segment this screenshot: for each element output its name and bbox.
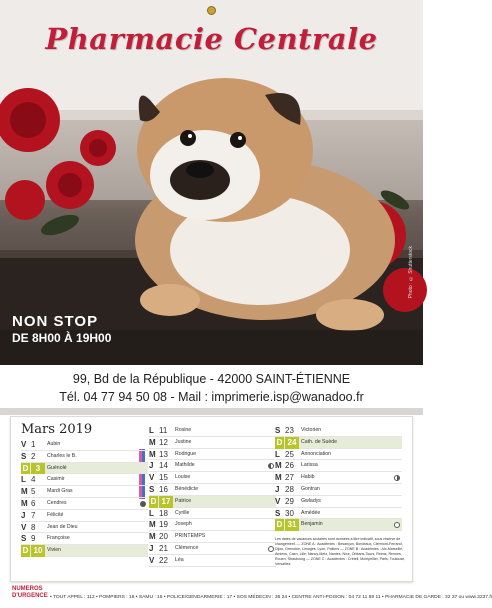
- divider-band: [0, 408, 423, 415]
- day-row: M 12 Justine: [149, 437, 276, 449]
- clock-icon: [394, 522, 400, 528]
- day-row: S 16 Bénédicte: [149, 484, 276, 496]
- logo-line-2: D'URGENCE: [12, 592, 48, 599]
- day-row: V 29 Gwladys: [275, 496, 402, 508]
- emergency-numbers: • TOUT APPEL : 112 • POMPIERS : 18 • SAMU : 15 • POLICE/GENDARMERIE : 17 • SOS MÉDECIN : 36 24 • CENTRE ANTI-POISON : 04 72 11 69 11 • PHARMACIE DE GARDE : 32 37 ou www.3237.fr: [50, 595, 492, 600]
- nonstop-label: NON STOP: [12, 313, 99, 330]
- day-row: V 22 Léa: [149, 555, 276, 567]
- days-column-2: [149, 425, 276, 567]
- moon-phase-icon: [394, 475, 400, 481]
- day-row: J 7 Félicité: [21, 510, 148, 522]
- pharmacy-contact: Tél. 04 77 94 50 08 - Mail : imprimerie.isp@wanadoo.fr: [59, 390, 364, 404]
- calendar-sheet: [10, 416, 413, 582]
- day-row: L 18 Cyrille: [149, 508, 276, 520]
- day-row-sunday: D 10 Vivien: [21, 545, 148, 557]
- day-row: V 8 Jean de Dieu: [21, 522, 148, 534]
- day-row-sunday: D 17 Patrice: [149, 496, 276, 508]
- hours-label: DE 8H00 À 19H00: [12, 331, 112, 345]
- day-row: M 5 Mardi Gras: [21, 486, 148, 498]
- pharmacy-title: Pharmacie Centrale: [45, 22, 378, 56]
- day-row: M 26 Larissa: [275, 460, 402, 472]
- moon-phase-icon: [268, 546, 274, 552]
- day-row: M 27 Habib: [275, 472, 402, 484]
- hanging-hook: [207, 6, 216, 15]
- day-row: J 28 Gontran: [275, 484, 402, 496]
- day-row: S 30 Amédée: [275, 508, 402, 520]
- day-row: S 2 Charles le B.: [21, 451, 148, 463]
- days-column-3: [275, 425, 402, 531]
- days-column-1: [21, 439, 148, 557]
- emergency-logo: [12, 586, 48, 599]
- logo-line-1: NUMEROS: [12, 586, 43, 592]
- school-holidays-note: Les dates de vacances scolaires sont données à titre indicatif, sous réserve de changement. — ZONE A : Académies : Besançon, Bordeaux, Clermont-Ferrand, Dijon, Grenoble, Limoges, Lyon, Poitiers — ZONE B : Académies : Aix-Marseille, Amiens, Caen, Lille, Nancy-Metz, Nantes, Nice, Orléans-Tours, Reims, Rennes, Rouen, Strasbourg — ZONE C : Académies : Créteil, Montpellier, Paris, Toulouse, Versailles: [275, 537, 406, 566]
- day-row: V 1 Aubin: [21, 439, 148, 451]
- day-row: S 23 Victorien: [275, 425, 402, 437]
- moon-phase-icon: [268, 463, 274, 469]
- day-row: M 13 Rodrigue: [149, 449, 276, 461]
- day-row: J 14 Mathilde: [149, 460, 276, 472]
- pharmacy-address: 99, Bd de la République - 42000 SAINT-ÉTIENNE: [72, 372, 351, 386]
- day-row: M 6 Cendres: [21, 498, 148, 510]
- day-row: M 20 PRINTEMPS: [149, 531, 276, 543]
- day-row: M 19 Joseph: [149, 519, 276, 531]
- day-row: S 9 Françoise: [21, 533, 148, 545]
- calendar-month: Mars 2019: [21, 422, 93, 437]
- day-row-sunday: D 3 Guénolé: [21, 463, 148, 475]
- day-row: V 15 Louise: [149, 472, 276, 484]
- photo-credit: Photo : © Shutterstock: [408, 246, 414, 299]
- day-row: L 11 Rosine: [149, 425, 276, 437]
- day-row-sunday: D 24 Cath. de Suède: [275, 437, 402, 449]
- moon-phase-icon: [140, 501, 146, 507]
- opening-hours-badge: [12, 314, 111, 344]
- day-row-sunday: D 31 Benjamin: [275, 519, 402, 531]
- emergency-footer: [0, 586, 492, 608]
- day-row: L 4 Casimir: [21, 474, 148, 486]
- day-row: L 25 Annonciation: [275, 449, 402, 461]
- day-row: J 21 Clémence: [149, 543, 276, 555]
